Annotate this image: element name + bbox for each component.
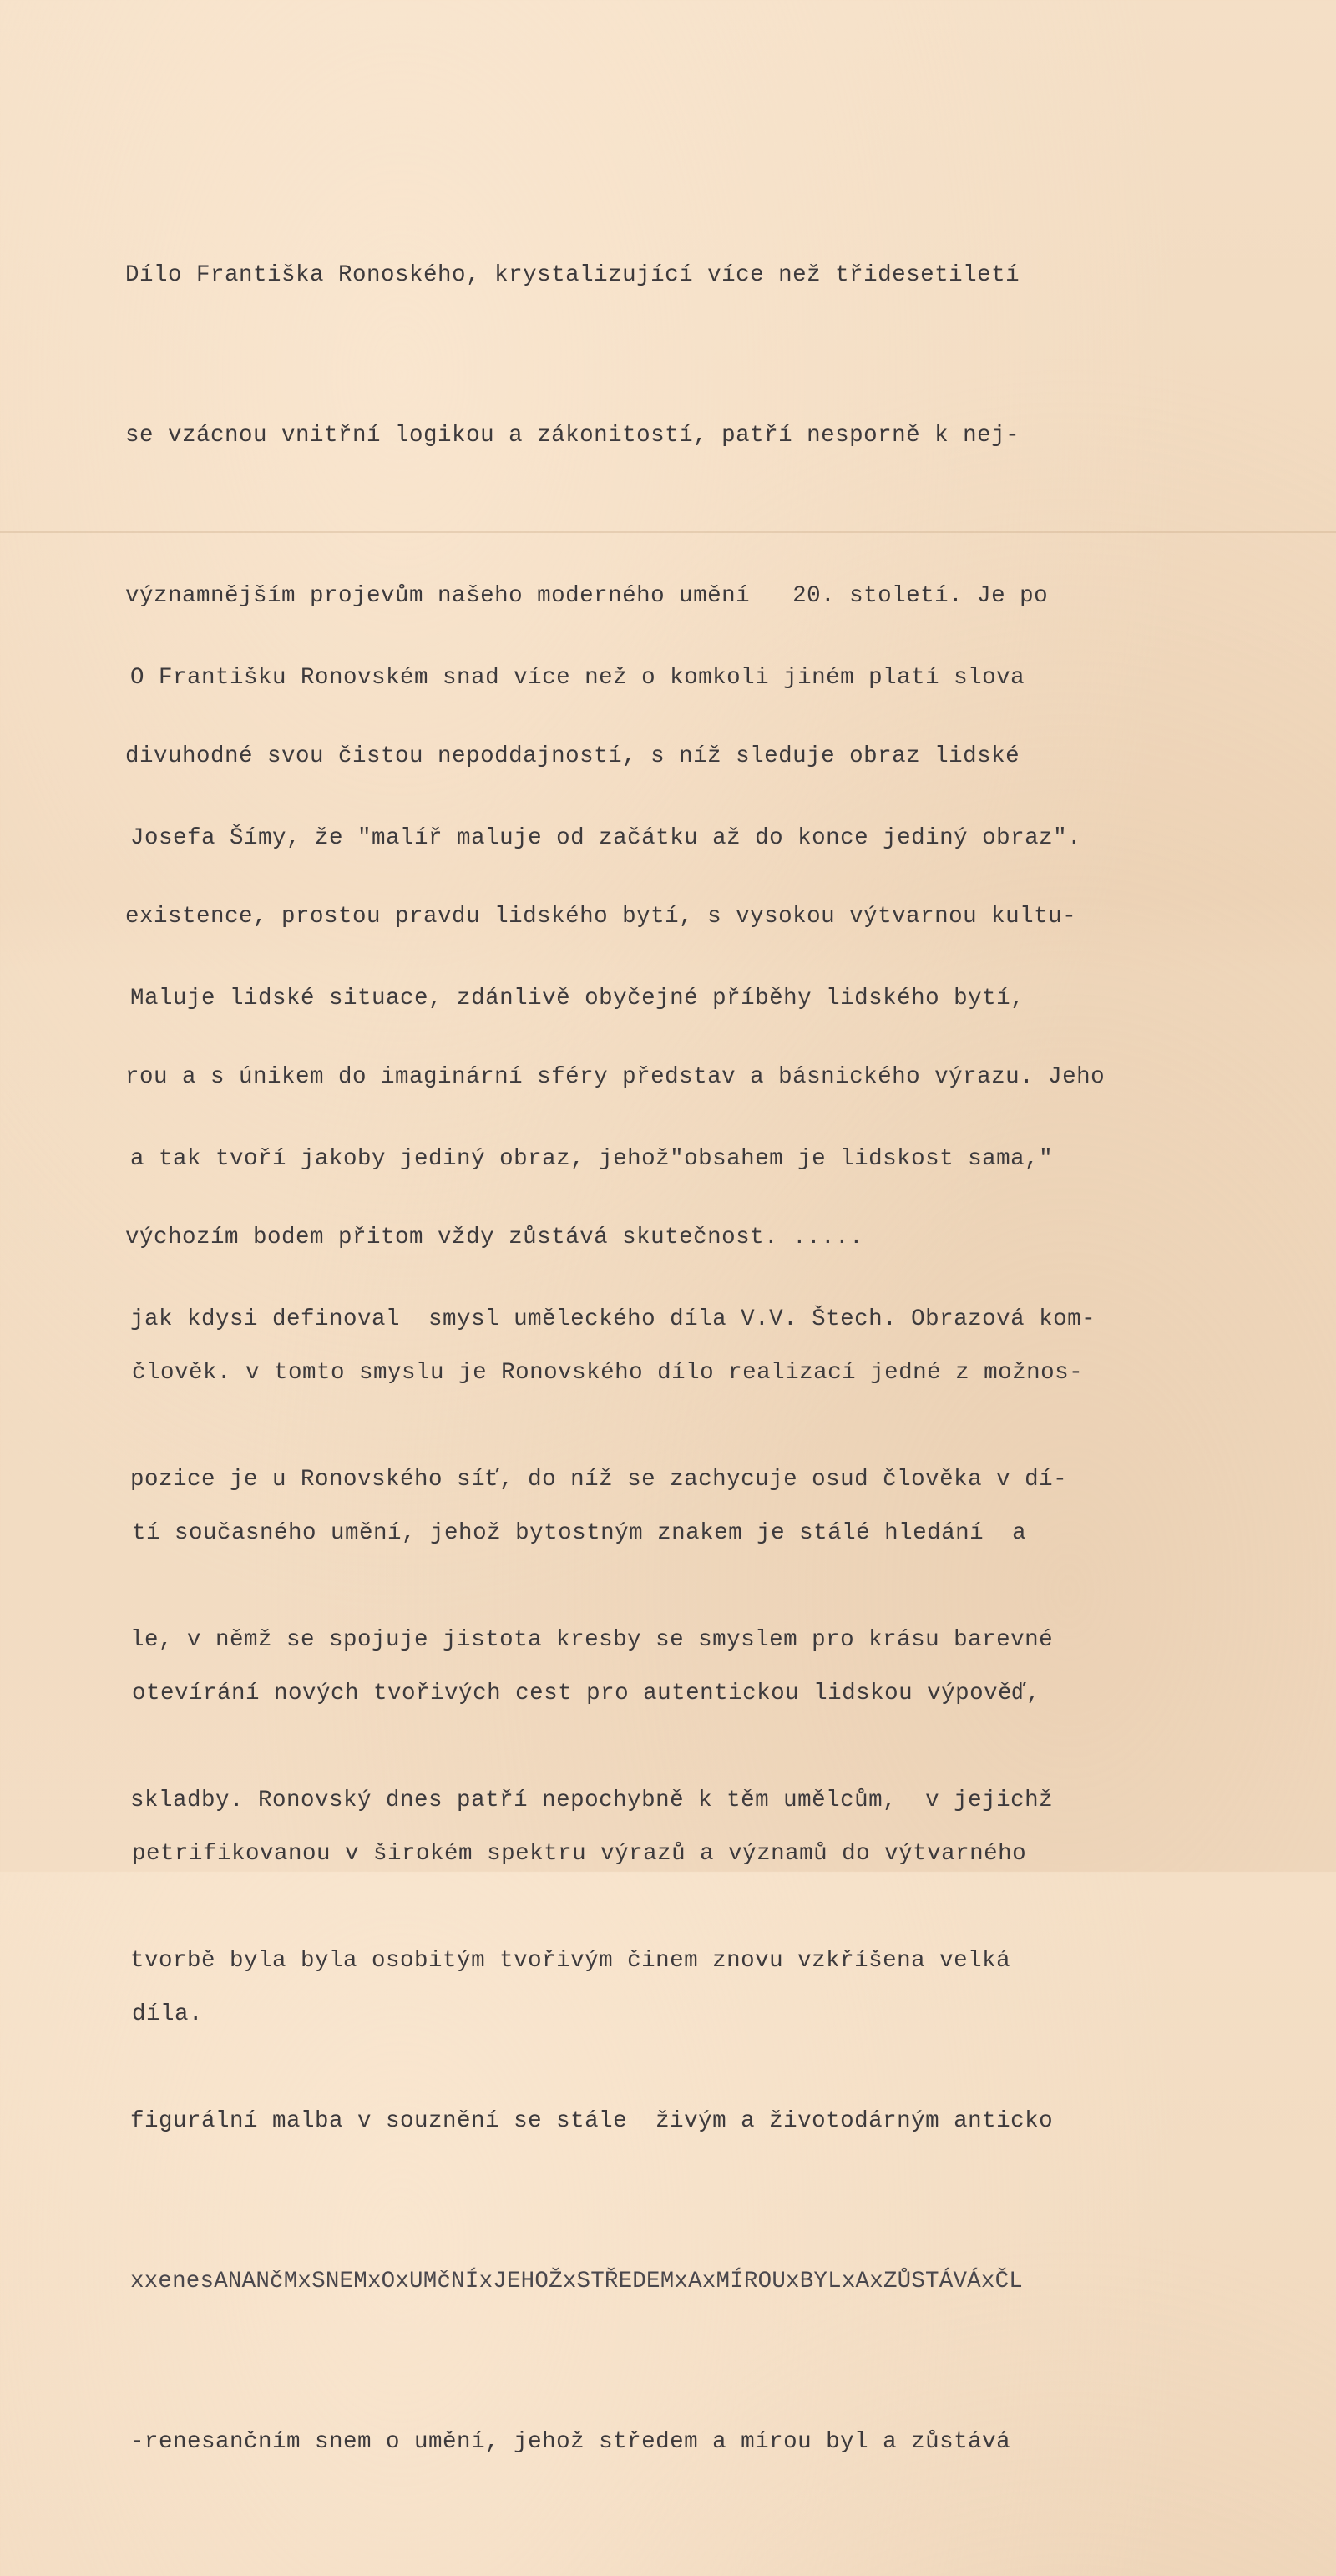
text-line: otevírání nových tvořivých cest pro autentickou lidskou výpověď,: [132, 1681, 1041, 1706]
text-line: -renesančním snem o umění, jehož středem a mírou byl a zůstává: [130, 2429, 1011, 2455]
text-line: pozice je u Ronovského síť, do níž se zachycuje osud člověka v dí-: [130, 1467, 1068, 1493]
struck-out-line: xxenesANANčMxSNEMxOxUMčNÍxJEHOŽxSTŘEDEMxAxMÍROUxBYLxAxZŮSTÁVÁxČL: [130, 2269, 1023, 2295]
text-line: divuhodné svou čistou nepoddajností, s níž sleduje obraz lidské: [125, 743, 1020, 769]
text-line: díla.: [132, 2001, 204, 2027]
text-line: le, v němž se spojuje jistota kresby se smyslem pro krásu barevné: [130, 1627, 1054, 1653]
text-line: Maluje lidské situace, zdánlivě obyčejné příběhy lidského bytí,: [130, 986, 1025, 1012]
text-line: se vzácnou vnitřní logikou a zákonitostí, patří nesporně k nej-: [125, 423, 1020, 449]
text-line: tí současného umění, jehož bytostným znakem je stálé hledání a: [132, 1520, 1027, 1546]
paragraph-3: [132, 1240, 1083, 2148]
text-line: jak kdysi definoval smysl uměleckého díla V.V. Štech. Obrazová kom-: [130, 1306, 1096, 1332]
text-line: rou a s únikem do imaginární sféry představ a básnického výrazu. Jeho: [125, 1064, 1106, 1090]
text-line: Josefa Šímy, že "malíř maluje od začátku až do konce jediný obraz".: [130, 825, 1082, 851]
text-line: výchozím bodem přitom vždy zůstává skutečnost. .....: [125, 1225, 864, 1250]
text-line: O Františku Ronovském snad více než o komkoli jiném platí slova: [130, 665, 1025, 691]
text-line: člověk. v tomto smyslu je Ronovského dílo realizací jedné z možnos-: [132, 1360, 1084, 1386]
text-line: významnějším projevům našeho moderného umění 20. století. Je po: [125, 583, 1049, 609]
text-line: existence, prostou pravdu lidského bytí, s vysokou výtvarnou kultu-: [125, 904, 1077, 930]
text-line: petrifikovanou v širokém spektru výrazů a významů do výtvarného: [132, 1841, 1027, 1867]
text-line: Dílo Františka Ronoského, krystalizující více než třidesetiletí: [125, 262, 1020, 288]
text-line: a tak tvoří jakoby jediný obraz, jehož"obsahem je lidskost sama,": [130, 1146, 1054, 1172]
text-line: tvorbě byla byla osobitým tvořivým činem znovu vzkříšena velká: [130, 1948, 1011, 1974]
text-line: figurální malba v souznění se stále živým a životodárným anticko: [130, 2108, 1054, 2134]
text-line: skladby. Ronovský dnes patří nepochybně k těm umělcům, v jejichž: [130, 1787, 1054, 1813]
